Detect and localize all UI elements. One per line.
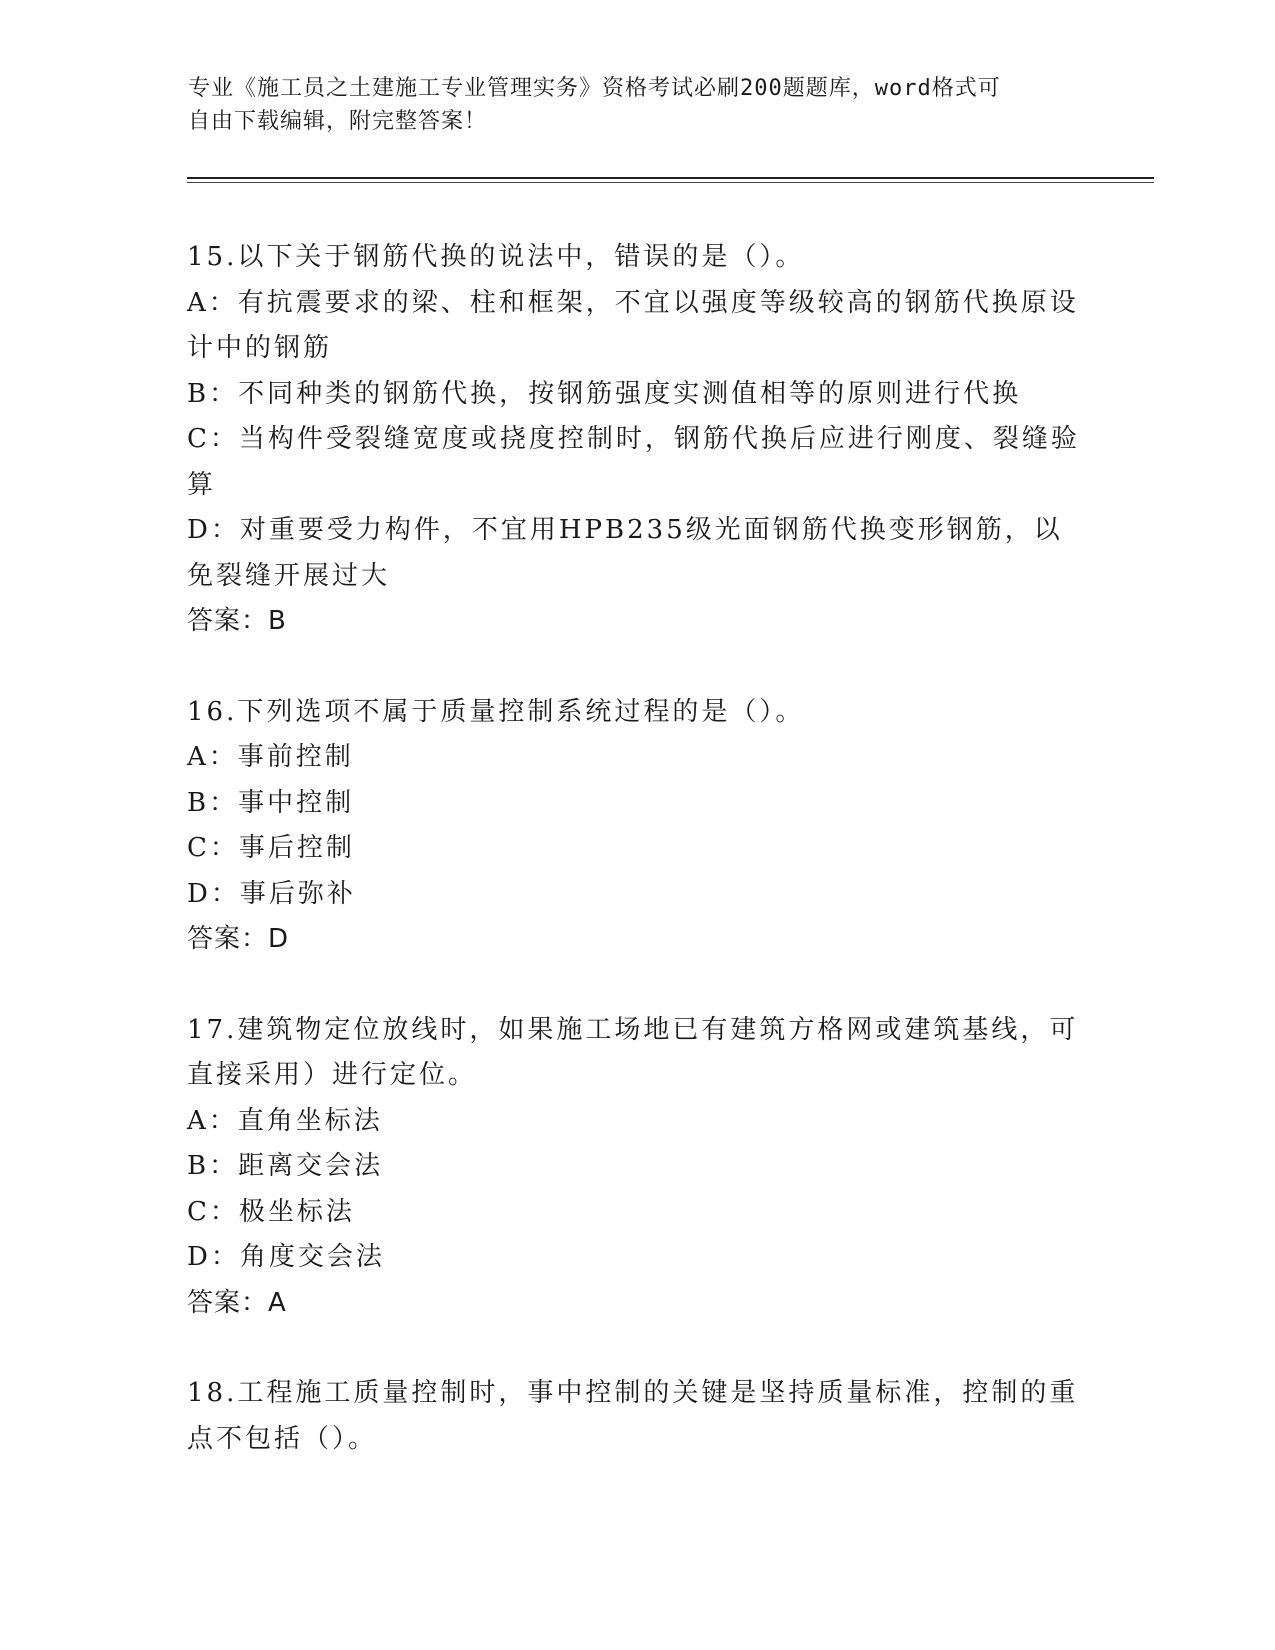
header-line-1: 专业《施工员之土建施工专业管理实务》资格考试必刷200题题库，word格式可 — [188, 76, 1001, 101]
header-divider-thick — [187, 177, 1154, 179]
header-line-2: 自由下载编辑，附完整答案！ — [188, 109, 488, 134]
option-b: B：距离交会法 — [187, 1151, 384, 1181]
option-d: D：事后弥补 — [187, 878, 356, 909]
question-stem: 16.下列选项不属于质量控制系统过程的是（）。 — [187, 696, 805, 727]
question-15 — [187, 235, 1087, 645]
question-list — [187, 235, 1087, 1507]
option-d: D：对重要受力构件，不宜用HPB235级光面钢筋代换变形钢筋，以免裂缝开展过大 — [187, 515, 1063, 591]
option-b: B：不同种类的钢筋代换，按钢筋强度实测值相等的原则进行代换 — [187, 378, 1022, 409]
option-c: C：当构件受裂缝宽度或挠度控制时，钢筋代换后应进行刚度、裂缝验算 — [187, 424, 1080, 500]
option-c: C：事后控制 — [187, 833, 355, 863]
option-a: A：事前控制 — [187, 742, 354, 772]
option-d: D：角度交会法 — [187, 1242, 385, 1272]
question-16 — [187, 690, 1087, 963]
option-a: A：有抗震要求的梁、柱和框架，不宜以强度等级较高的钢筋代换原设计中的钢筋 — [187, 287, 1079, 363]
option-c: C：极坐标法 — [187, 1196, 355, 1227]
page-header — [188, 72, 1068, 138]
question-stem: 18.工程施工质量控制时，事中控制的关键是坚持质量标准，控制的重点不包括（）。 — [187, 1378, 1079, 1454]
question-stem: 15.以下关于钢筋代换的说法中，错误的是（）。 — [187, 242, 805, 272]
question-stem: 17.建筑物定位放线时，如果施工场地已有建筑方格网或建筑基线，可直接采用）进行定位。 — [187, 1014, 1079, 1090]
header-divider-thin — [187, 182, 1154, 183]
answer-label: 答案：D — [187, 924, 290, 954]
option-b: B：事中控制 — [187, 787, 355, 818]
question-18 — [187, 1371, 1087, 1462]
option-a: A：直角坐标法 — [187, 1105, 383, 1136]
question-17 — [187, 1008, 1087, 1327]
answer-label: 答案：A — [187, 1287, 287, 1318]
answer-label: 答案：B — [187, 606, 287, 636]
